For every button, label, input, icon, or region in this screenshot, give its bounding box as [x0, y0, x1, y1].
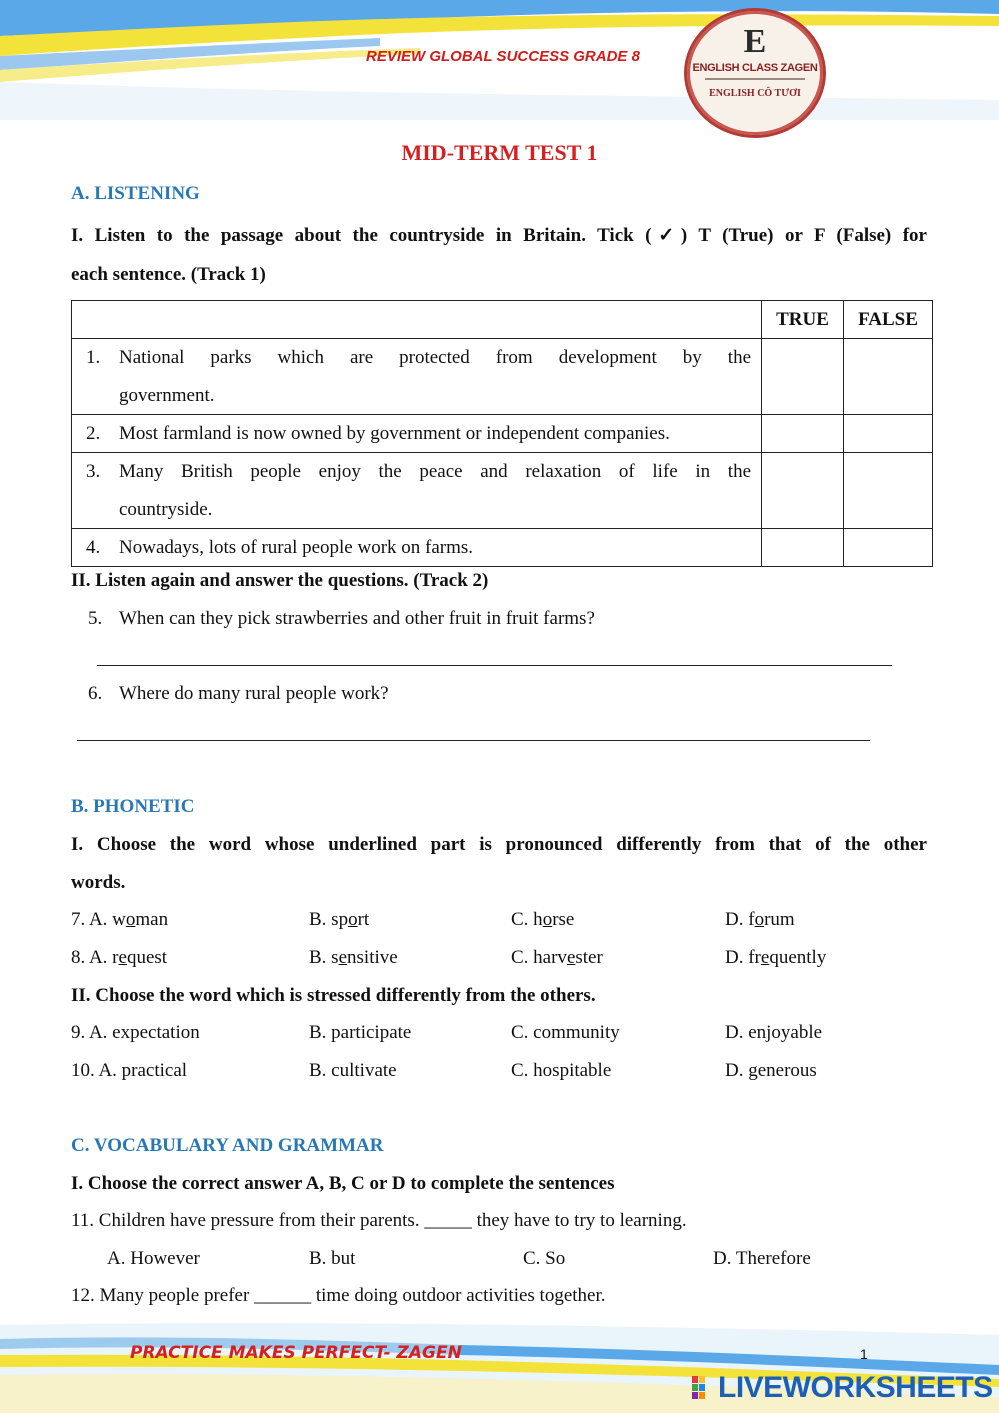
q11-text: 11. Children have pressure from their parents. _____ they have to try to learning. [71, 1210, 687, 1231]
answer-line-5[interactable] [97, 665, 892, 666]
q7-option-b[interactable]: B. sport [309, 909, 370, 930]
liveworksheets-icon [692, 1376, 714, 1400]
q8-option-c[interactable]: C. harvester [511, 947, 603, 968]
true-false-table [71, 300, 933, 567]
footer-motto: PRACTICE MAKES PERFECT- ZAGEN [130, 1343, 462, 1363]
question-text: When can they pick strawberries and other fruit in fruit farms? [119, 608, 595, 629]
vocab-heading: C. VOCABULARY AND GRAMMAR [71, 1135, 384, 1156]
question-number: 6. [88, 683, 103, 704]
phonetic-heading: B. PHONETIC [71, 796, 195, 817]
liveworksheets-brand[interactable]: LIVEWORKSHEETS [718, 1371, 993, 1404]
q10-option-b[interactable]: B. cultivate [309, 1060, 397, 1081]
phonetic-part1-line2: words. [71, 872, 126, 893]
table-row [72, 415, 933, 453]
statement-number: 1. [86, 347, 101, 368]
test-title: MID-TERM TEST 1 [401, 140, 598, 165]
true-checkbox-4[interactable] [762, 529, 844, 567]
q12-text: 12. Many people prefer ______ time doing outdoor activities together. [71, 1285, 606, 1306]
q7-option-c[interactable]: C. horse [511, 909, 575, 930]
q11-option-c[interactable]: C. So [523, 1248, 566, 1269]
listening-part2: II. Listen again and answer the questions. (Track 2) [71, 570, 489, 591]
phonetic-part2: II. Choose the word which is stressed differently from the others. [71, 985, 596, 1006]
question-number: 5. [88, 608, 103, 629]
vocab-part1: I. Choose the correct answer A, B, C or D to complete the sentences [71, 1173, 615, 1194]
logo-letter: E [743, 23, 767, 60]
statement-number: 3. [86, 461, 101, 482]
table-row [72, 339, 933, 415]
statement-text: Nowadays, lots of rural people work on farms. [119, 537, 474, 558]
q10-option-c[interactable]: C. hospitable [511, 1060, 612, 1081]
header-title: REVIEW GLOBAL SUCCESS GRADE 8 [366, 48, 640, 65]
false-checkbox-1[interactable] [844, 339, 933, 415]
listening-part1-line1: I. Listen to the passage about the countryside in Britain. Tick (✓) T (True) or F (False) for [71, 225, 927, 246]
q7-option-d[interactable]: D. forum [725, 909, 795, 930]
page-number: 1 [860, 1346, 868, 1362]
table-row [72, 453, 933, 529]
statement-text: Most farmland is now owned by government or independent companies. [119, 423, 670, 444]
q11-option-b[interactable]: B. but [309, 1248, 356, 1269]
logo-divider [705, 78, 805, 80]
table-row [72, 529, 933, 567]
q7-option-a[interactable]: 7. A. woman [71, 909, 169, 930]
phonetic-part1-line1: I. Choose the word whose underlined part is pronounced differently from that of the other [71, 834, 927, 855]
statement-cell [72, 453, 762, 529]
q11-option-d[interactable]: D. Therefore [713, 1248, 811, 1269]
table-header-false: FALSE [844, 301, 933, 339]
false-checkbox-2[interactable] [844, 415, 933, 453]
table-header-true: TRUE [762, 301, 844, 339]
logo-line2: ENGLISH CÔ TƯƠI [709, 88, 801, 99]
true-checkbox-3[interactable] [762, 453, 844, 529]
q10-option-d[interactable]: D. generous [725, 1060, 817, 1081]
question-text: Where do many rural people work? [119, 683, 389, 704]
q9-option-d[interactable]: D. enjoyable [725, 1022, 823, 1043]
q8-option-b[interactable]: B. sensitive [309, 947, 398, 968]
statement-number: 2. [86, 423, 101, 444]
statement-text-cont: countryside. [119, 499, 213, 520]
q8-option-d[interactable]: D. frequently [725, 947, 827, 968]
school-logo [684, 8, 826, 138]
q11-option-a[interactable]: A. However [107, 1248, 200, 1269]
q9-option-a[interactable]: 9. A. expectation [71, 1022, 200, 1043]
false-checkbox-3[interactable] [844, 453, 933, 529]
statement-text-cont: government. [119, 385, 215, 406]
statement-cell [72, 529, 762, 567]
logo-line1: ENGLISH CLASS ZAGEN [692, 62, 818, 74]
q9-option-b[interactable]: B. participate [309, 1022, 412, 1043]
true-checkbox-2[interactable] [762, 415, 844, 453]
statement-text: Many British people enjoy the peace and relaxation of life in the [119, 461, 751, 482]
true-checkbox-1[interactable] [762, 339, 844, 415]
q8-option-a[interactable]: 8. A. request [71, 947, 168, 968]
listening-part1-line2: each sentence. (Track 1) [71, 264, 266, 285]
false-checkbox-4[interactable] [844, 529, 933, 567]
statement-number: 4. [86, 537, 101, 558]
listening-heading: A. LISTENING [71, 183, 200, 204]
statement-text: National parks which are protected from development by the [119, 347, 751, 368]
statement-cell [72, 339, 762, 415]
q10-option-a[interactable]: 10. A. practical [71, 1060, 188, 1081]
header-banner [0, 0, 999, 120]
table-header-empty [72, 301, 762, 339]
statement-cell [72, 415, 762, 453]
q9-option-c[interactable]: C. community [511, 1022, 620, 1043]
answer-line-6[interactable] [77, 740, 870, 741]
